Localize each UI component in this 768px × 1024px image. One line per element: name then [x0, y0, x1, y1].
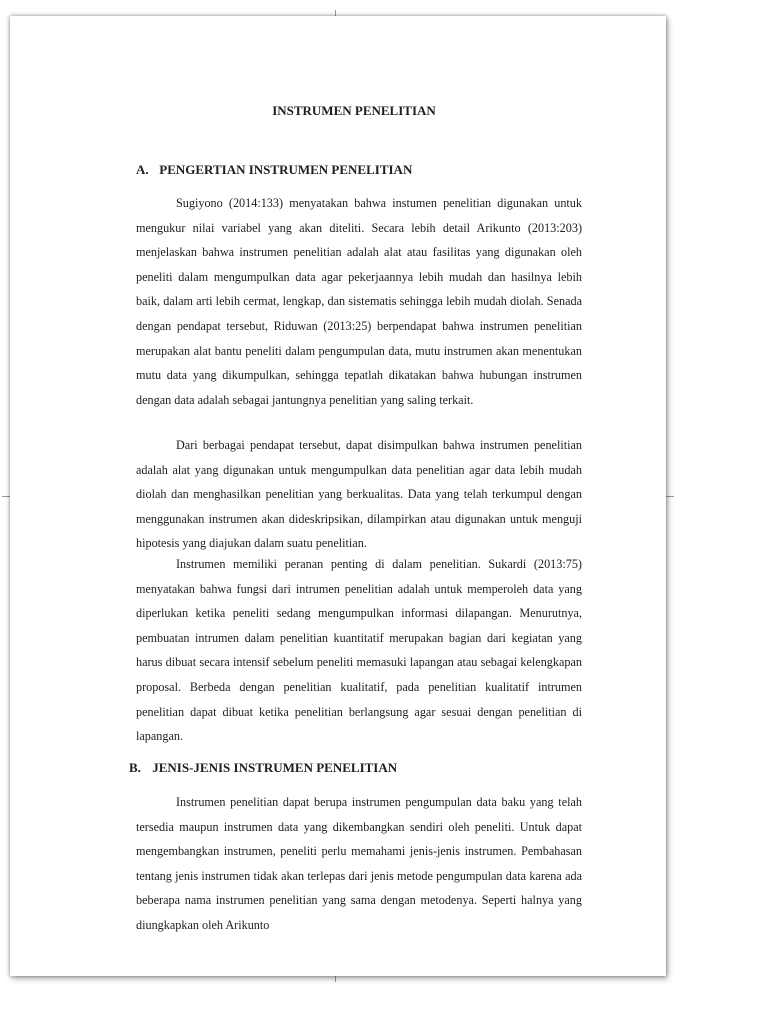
- section-b-title: JENIS-JENIS INSTRUMEN PENELITIAN: [152, 760, 398, 775]
- section-b-paragraph-1: Instrumen penelitian dapat berupa instrumen pengumpulan data baku yang telah tersedia maupun instrumen data yang dikembangkan sendiri oleh peneliti. Untuk dapat mengembangkan instrumen, peneliti perlu memahami jenis-jenis instrumen. Pembahasan tentang jenis instrumen tidak akan terlepas dari jenis metode pengumpulan data karena ada beberapa nama instrumen penelitian yang sama dengan metodenya. Seperti halnya yang diungkapkan oleh Arikunto: [136, 795, 582, 932]
- page-content: [126, 100, 582, 932]
- section-b-heading: [129, 758, 579, 778]
- section-b-number: B.: [129, 760, 141, 775]
- document-page: [10, 16, 666, 976]
- document-title: INSTRUMEN PENELITIAN: [272, 103, 436, 118]
- page-left-marker: [2, 496, 10, 497]
- section-a-number: A.: [136, 162, 149, 177]
- section-a-paragraph-2: Dari berbagai pendapat tersebut, dapat disimpulkan bahwa instrumen penelitian adalah alat yang digunakan untuk mengumpulkan data penelitian agar data lebih mudah diolah dan menghasilkan penelitian yang berkualitas. Data yang telah terkumpul dengan menggunakan instrumen akan dideskripsikan, dilampirkan atau digunakan untuk menguji hipotesis yang diajukan dalam suatu penelitian.: [136, 438, 582, 551]
- section-a-paragraph-1: Sugiyono (2014:133) menyatakan bahwa instumen penelitian digunakan untuk mengukur nilai variabel yang akan diteliti. Secara lebih detail Arikunto (2013:203) menjelaskan bahwa instrumen penelitian adalah alat atau fasilitas yang digunakan oleh peneliti dalam mengumpulkan data agar pekerjaannya lebih mudah dan hasilnya lebih baik, dalam arti lebih cermat, lengkap, dan sistematis sehingga lebih mudah diolah. Senada dengan pendapat tersebut, Riduwan (2013:25) berpendapat bahwa instrumen penelitian merupakan alat bantu peneliti dalam pengumpulan data, mutu instrumen akan menentukan mutu data yang dikumpulkan, sehingga tepatlah dikatakan bahwa hubungan instrumen dengan data adalah sebagai jantungnya penelitian yang saling terkait.: [136, 196, 582, 407]
- section-a-paragraph-3: Instrumen memiliki peranan penting di dalam penelitian. Sukardi (2013:75) menyatakan bahwa fungsi dari intrumen penelitian adalah untuk memperoleh data yang diperlukan ketika peneliti sedang mengumpulkan informasi dilapangan. Menurutnya, pembuatan intrumen dalam penelitian kuantitatif merupakan bagian dari kegiatan yang harus dibuat secara intensif sebelum peneliti memasuki lapangan atau sebagai kelengkapan proposal. Berbeda dengan penelitian kualitatif, pada penelitian kualitatif intrumen penelitian dapat dibuat ketika penelitian berlangsung agar sesuai dengan penelitian di lapangan.: [136, 557, 582, 744]
- section-a-title: PENGERTIAN INSTRUMEN PENELITIAN: [159, 162, 413, 177]
- page-right-marker: [666, 496, 674, 497]
- section-a-heading: [136, 160, 586, 180]
